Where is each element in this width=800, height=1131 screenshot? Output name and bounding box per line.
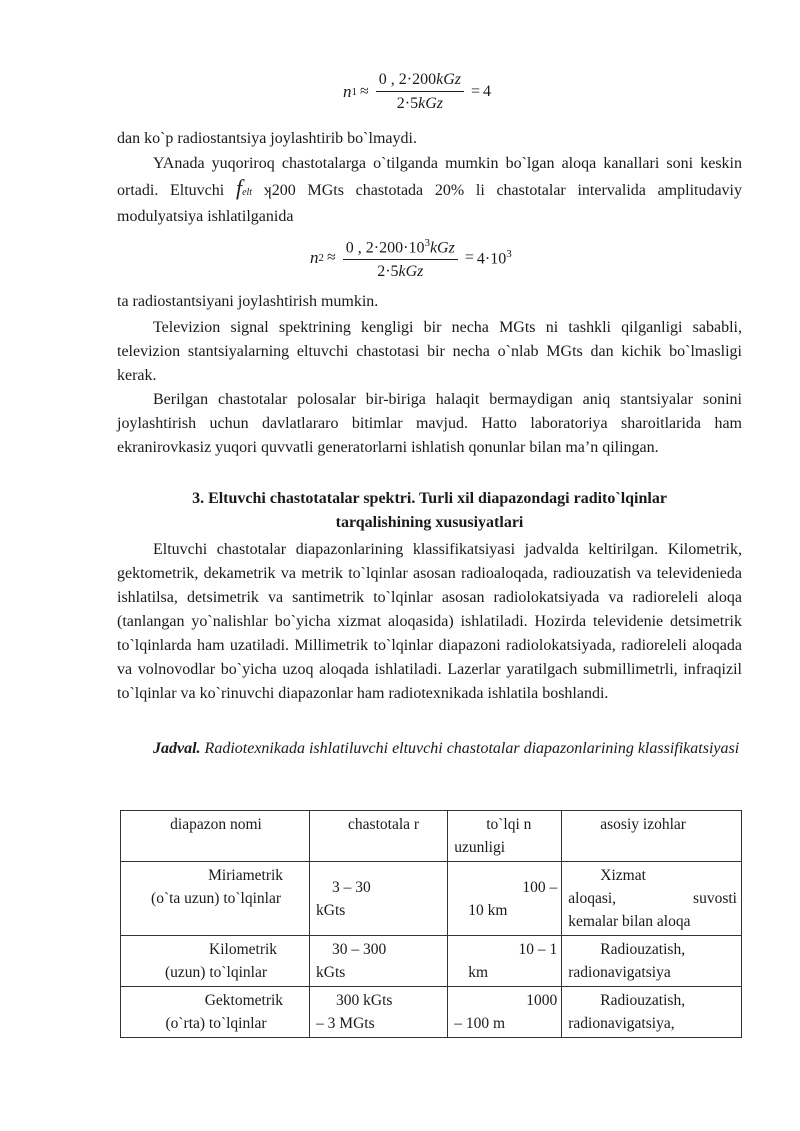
denominator: 2·5kGz — [377, 263, 424, 281]
numerator: 0 , $2\cdot 200\cdot 10^3kGz$ — [343, 233, 458, 260]
table-cell: 1000 – 100 m — [448, 987, 562, 1038]
header-cell: diapazon nomi — [121, 811, 310, 862]
fraction — [376, 70, 464, 114]
approx-sign: ≈ — [327, 248, 336, 266]
fraction — [343, 233, 458, 282]
paragraph-television: Televizion signal spektrining kengligi bir necha MGts ni tashkli qilganligi sababli, televizion stantsiyalarning eltuvchi chastotasi bir necha o`nlab MGts dan kichik bo`lmasligi kerak. — [117, 319, 742, 384]
table-cell: 300 kGts – 3 MGts — [310, 987, 448, 1038]
table-cell: Miriametrik (o`ta uzun) to`lqinlar — [121, 862, 310, 936]
table-cell: 10 – 1 km — [448, 936, 562, 987]
formula-var: n — [343, 82, 352, 101]
denominator: 2·5kGz — [396, 95, 443, 112]
formula-sub: 1 — [351, 86, 357, 98]
header-cell: to`lqi n uzunligi — [448, 811, 562, 862]
table-cell: Radiouzatish, radionavigatsiya — [562, 936, 742, 987]
approx-sign: ≈ — [360, 83, 369, 100]
frequency-bands-table — [120, 810, 742, 1038]
table-cell: Xizmat aloqasi, suvosti kemalar bilan aloqa — [562, 862, 742, 936]
section-heading-line2: tarqalishining xususiyatlari — [335, 514, 524, 531]
equals-sign: = — [464, 248, 474, 266]
formula-sub: 2 — [318, 251, 324, 264]
text-line: ta radiostantsiyani joylashtirish mumkin. — [117, 293, 379, 310]
table-row — [121, 987, 742, 1038]
formula-n2 — [310, 233, 512, 282]
table-cell: Gektometrik (o`rta) to`lqinlar — [121, 987, 310, 1038]
text-line: dan ko`p radiostantsiya joylashtirib bo`lmaydi. — [117, 130, 417, 147]
table-cell: 3 – 30 kGts — [310, 862, 448, 936]
table-cell: Kilometrik (uzun) to`lqinlar — [121, 936, 310, 987]
header-cell: chastotala r — [310, 811, 448, 862]
table-header-row — [121, 811, 742, 862]
paragraph-higher-frequencies: YAnada yuqoriroq chastotalarga o`tilganda mumkin bo`lgan aloqa kanallari soni keskin ortadi. Eltuvchi felt ʞ200 MGts chastotada 20% li chastotalar intervalida amplitudaviy modulyatsiya ishlatilganida — [117, 155, 743, 225]
f-symbol: f — [235, 175, 243, 200]
equals-sign: = — [471, 83, 481, 100]
table-row — [121, 936, 742, 987]
table-cell: Radiouzatish, radionavigatsiya, — [562, 987, 742, 1038]
header-cell: asosiy izohlar — [562, 811, 742, 862]
table-cell: 100 – 10 km — [448, 862, 562, 936]
formula-result: 4 — [483, 83, 492, 100]
table-cell: 30 – 300 kGts — [310, 936, 448, 987]
numerator: 0 , 2·200kGz — [376, 70, 464, 92]
formula-n1 — [343, 70, 491, 114]
table-caption: Jadval. Radiotexnikada ishlatiluvchi eltuvchi chastotalar diapazonlarining klassifikatsiyasi — [153, 740, 740, 757]
paragraph-agreements: Berilgan chastotalar polosalar bir-biriga halaqit bermaydigan aniq stantsiyalar sonini joylashtirish uchun davlatlararo bitimlar mavjud. Hatto laboratoriya sharoitlarida ham ekranirovkasiz yuqori quvvatli generatorlarni ishlatish qonunlar bilan maʼn qilingan. — [117, 391, 742, 456]
formula-result: $4\cdot 10^3$ — [476, 247, 512, 267]
table-row — [121, 862, 742, 936]
f-subscript: elt — [242, 187, 253, 198]
formula-var: n — [310, 247, 319, 267]
section-heading-line1: 3. Eltuvchi chastotatalar spektri. Turli xil diapazondagi radito`lqinlar — [192, 490, 667, 507]
paragraph-classification: Eltuvchi chastotalar diapazonlarining klassifikatsiyasi jadvalda keltirilgan. Kilometrik, gektometrik, dekametrik va metrik to`lqinlar asosan radioaloqada, radiouzatish va televidenieda ishlatilsa, detsimetrik va santimetrik to`lqinlar asosan radiolokatsiyada va radioreleli aloqa (tanlangan yo`nalishlar bo`yicha xizmat aloqasida) ishlatiladi. Hozirda televidenie detsimetrik to`lqinlarda ham uzatiladi. Millimetrik to`lqinlar diapazoni radiolokatsiyada, radioreleli aloqada va volnovodlar bo`yicha uzoq aloqada ishlatiladi. Lazerlar yaratilgach submillimetrli, infraqizil to`lqinlar va ko`rinuvchi diapazonlar ham radiotexnikada ishlatila boshlandi. — [117, 541, 742, 702]
